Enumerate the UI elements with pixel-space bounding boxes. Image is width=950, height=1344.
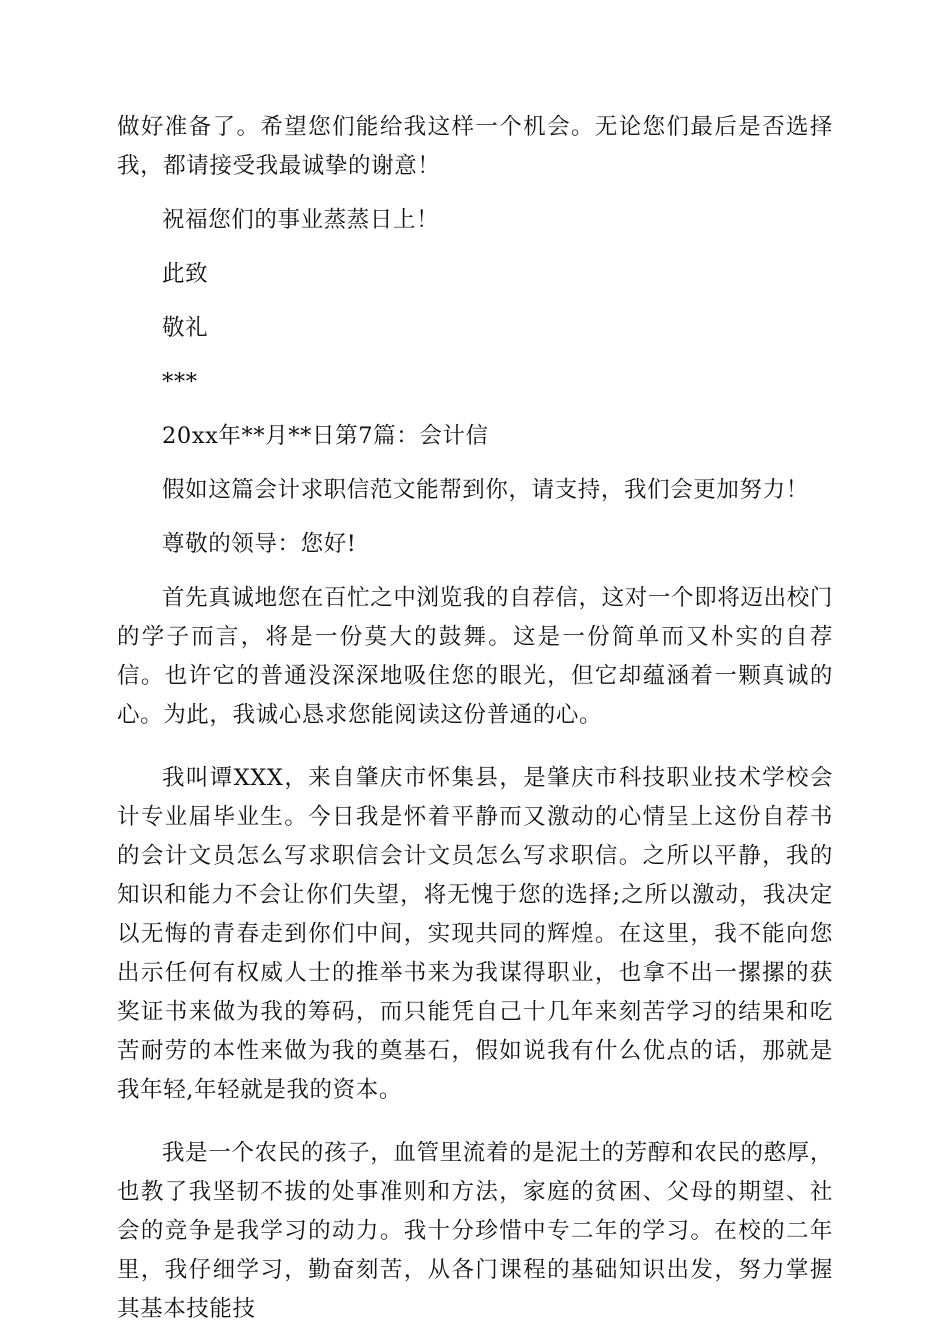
paragraph-greeting: 尊敬的领导：您好! bbox=[162, 531, 357, 557]
document-page bbox=[117, 108, 833, 1329]
paragraph-self-introduction: 我叫谭XXX，来自肇庆市怀集县，是肇庆市科技职业技术学校会计专业届毕业生。今日我是怀着平静而又激动的心情呈上这份自荐书的会计文员怎么写求职信会计文员怎么写求职信。之所以平静，我的知识和能力不会让你们失望，将无愧于您的选择;之所以激动，我决定以无悔的青春走到你们中间，实现共同的辉煌。在这里，我不能向您出示任何有权威人士的推举书来为我谋得职业，也拿不出一摞摞的获奖证书来做为我的筹码，而只能凭自己十几年来刻苦学习的结果和吃苦耐劳的本性来做为我的奠基石，假如说我有什么优点的话，那就是我年轻,年轻就是我的资本。 bbox=[117, 765, 833, 1103]
paragraph-intro: 首先真诚地您在百忙之中浏览我的自荐信，这对一个即将迈出校门的学子而言，将是一份莫大的鼓舞。这是一份简单而又朴实的自荐信。也许它的普通没深深地吸住您的眼光，但它却蕴涵着一颗真诚的心。为此，我诚心恳求您能阅读这份普通的心。 bbox=[117, 585, 833, 728]
paragraph-date-heading: 20xx年**月**日第7篇：会计信 bbox=[162, 423, 489, 449]
paragraph-salutation-cizhi: 此致 bbox=[162, 261, 209, 287]
paragraph-support-note: 假如这篇会计求职信范文能帮到你，请支持，我们会更加努力！ bbox=[162, 477, 809, 503]
paragraph-background: 我是一个农民的孩子，血管里流着的是泥土的芳醇和农民的憨厚，也教了我坚韧不拔的处事准则和方法，家庭的贫困、父母的期望、社会的竞争是我学习的动力。我十分珍惜中专二年的学习。在校的二年里，我仔细学习，勤奋刻苦，从各门课程的基础知识出发，努力掌握其基本技能技 bbox=[117, 1140, 833, 1322]
paragraph-salutation-jingli: 敬礼 bbox=[162, 315, 209, 341]
paragraph-signature: *** bbox=[162, 369, 198, 395]
paragraph-blessing: 祝福您们的事业蒸蒸日上！ bbox=[162, 207, 440, 233]
paragraph-closing-continuation: 做好准备了。希望您们能给我这样一个机会。无论您们最后是否选择我，都请接受我最诚挚的谢意！ bbox=[117, 114, 833, 179]
